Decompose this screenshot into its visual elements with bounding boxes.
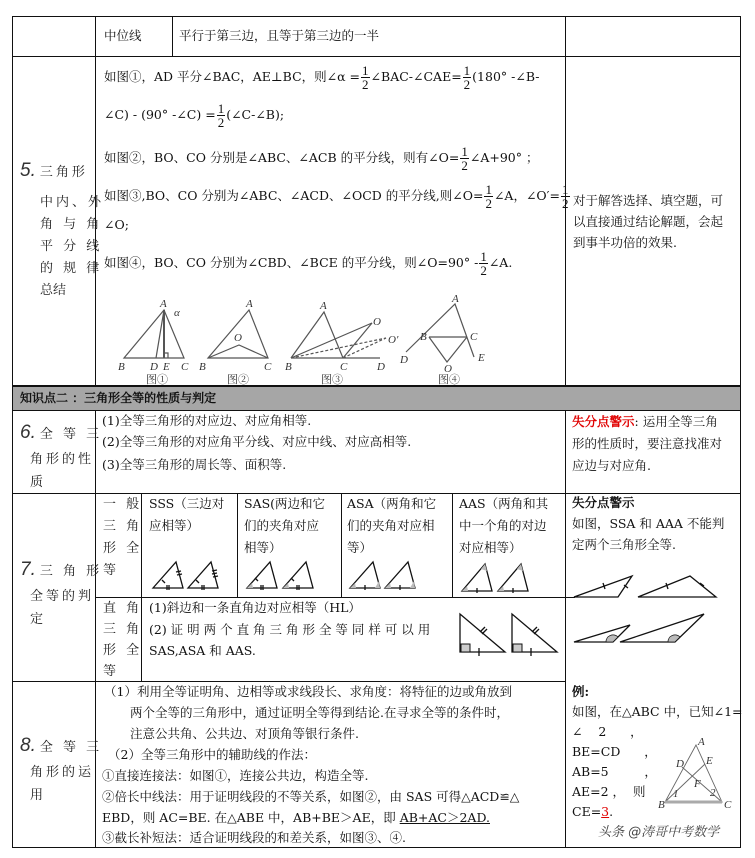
content-line: 两个全等的三角形中，通过证明全等得到结论.在寻求全等的条件时，	[130, 705, 509, 720]
figure-label: C	[340, 361, 348, 373]
figure-label: O	[234, 332, 242, 344]
section-5-figures	[96, 285, 566, 385]
figure-label: E	[478, 352, 485, 364]
figure-label: B	[285, 361, 292, 373]
section-title-line: 全 等 三	[39, 740, 103, 755]
criteria-diagrams	[140, 558, 565, 596]
formula-text: 如图③,BO、CO 分别为∠ABC、∠ACD、∠OCD 的平分线,则∠O=	[104, 187, 484, 203]
formula-line	[104, 143, 538, 173]
content-text: EBD，则 AC=BE. 在△ABE 中，AB+BE＞AE，即	[102, 810, 396, 825]
example-line: 如图，在△ABC 中，已知∠1=	[572, 704, 743, 719]
label-line: 形 全	[103, 643, 143, 658]
section-number: 5.	[20, 160, 36, 181]
formula-text: ∠A+90° ；	[469, 149, 539, 165]
underlined-conclusion: AB+AC＞2AD.	[399, 810, 490, 825]
figure-label: α	[174, 307, 180, 319]
figure-label: E	[706, 755, 713, 767]
content-line: ③截长补短法：适合证明线段的和差关系，如图③、④.	[102, 830, 406, 845]
criterion-text: 等）	[347, 540, 373, 555]
section-number: 7.	[20, 559, 36, 580]
figure-label: B	[199, 361, 206, 373]
criterion-text: 对应相等）	[459, 540, 522, 555]
example-figure	[658, 736, 740, 811]
section-title-line: 中内、外	[40, 195, 105, 210]
example-line: ∠ 2 ，	[572, 724, 643, 739]
figure-label: B	[420, 331, 427, 343]
ssa-triangle-2	[638, 576, 716, 597]
content-line: （2）全等三角形中的辅助线的作法：	[108, 747, 316, 762]
figure-caption: 图①	[146, 374, 168, 386]
example-line: AB=5 ，	[572, 764, 657, 779]
figure-label: B	[658, 799, 665, 811]
criterion-text: AAS（两角和其	[459, 496, 549, 511]
figure-label: O′	[388, 334, 399, 346]
warning-text: 应边与对应角.	[572, 458, 651, 473]
figure-label: A	[698, 736, 705, 748]
figure-label: D	[676, 758, 684, 770]
formula-text: 如图②，BO、CO 分别是∠ABC、∠ACB 的平分线，则有∠O=	[104, 149, 460, 165]
watermark: 头条 @涛哥中考数学	[598, 825, 720, 840]
midline-definition: 平行于第三边，且等于第三边的一半	[179, 28, 380, 43]
figure-label: D	[400, 354, 408, 366]
grid-line	[12, 16, 740, 17]
section-title-line: 全等的判	[30, 589, 95, 604]
figure-label: D	[150, 361, 158, 373]
figure-label: D	[377, 361, 385, 373]
grid-line	[12, 410, 740, 411]
figure-label: O	[373, 316, 381, 328]
figure-label: A	[320, 300, 327, 312]
grid-line	[12, 493, 740, 494]
property-item: (1)全等三角形的对应边、对应角相等.	[102, 413, 312, 428]
figure-label: 2	[710, 787, 716, 799]
formula-line	[104, 181, 571, 211]
rule-text: (2) 证 明 两 个 直 角 三 角 形 全 等 同 样 可 以 用	[149, 622, 431, 637]
fraction-half: $\frac{1}{2}$	[480, 248, 487, 278]
section-title-line: 角形的性	[30, 452, 95, 467]
fraction-half: $\frac{1}{2}$	[217, 100, 225, 130]
section-title-line: 三角形	[39, 165, 88, 180]
formula-text: ∠C) - (90° -∠C) =	[104, 106, 216, 122]
formula-text: ∠BAC-∠CAE=	[370, 68, 462, 84]
grid-line	[12, 847, 740, 848]
midline-term: 中位线	[104, 28, 142, 43]
example-title: 例:	[572, 684, 590, 699]
note-line: 对于解答选择、填空题，可	[573, 193, 724, 208]
aaa-triangle-2	[620, 614, 704, 642]
section-title-line: 用	[30, 788, 47, 803]
grid-line	[12, 16, 13, 848]
section-title-line: 定	[30, 612, 47, 627]
note-line: 以直接通过结论解题，会起	[573, 214, 724, 229]
formula-text: 如图④，BO、CO 分别为∠CBD、∠BCE 的平分线，则∠O=90° -	[104, 254, 479, 270]
figure-label: A	[160, 298, 167, 310]
example-line: CE=	[572, 804, 602, 819]
rule-text: SAS,ASA 和 AAS.	[149, 643, 256, 658]
criterion-text: 们的夹角对应相	[347, 518, 435, 533]
section-title-line: 三 角 形	[39, 564, 103, 579]
section-title-line: 质	[30, 475, 47, 490]
warning-title: 失分点警示	[572, 495, 635, 510]
section-header-title: 知识点二 ：三角形全等的性质与判定	[20, 391, 217, 405]
content-line: （1）利用全等证明角、边相等或求线段长、求角度：将特征的边或角放到	[104, 684, 512, 699]
grid-line	[740, 16, 741, 848]
example-line: BE=CD ，	[572, 744, 657, 759]
formula-text: ∠O;	[104, 217, 129, 232]
fraction-half: $\frac{1}{2}$	[562, 181, 569, 211]
figure-label: B	[118, 361, 125, 373]
hl-diagrams	[455, 610, 565, 660]
formula-text: (∠C-∠B);	[226, 106, 285, 122]
criterion-text: SSS（三边对	[149, 496, 225, 511]
section-title-line: 总结	[40, 283, 67, 298]
figure-label: F	[694, 778, 701, 790]
section-title-line: 的 规 律	[40, 261, 103, 276]
figure-label: C	[724, 799, 732, 811]
section-title-line: 平 分 线	[40, 239, 103, 254]
section-number: 6.	[20, 422, 36, 443]
section-title-line: 全 等 三	[39, 427, 103, 442]
warning-label: 失分点警示	[572, 414, 635, 429]
grid-line	[565, 16, 566, 848]
criterion-text: 们的夹角对应	[244, 518, 320, 533]
figure-label: O	[444, 363, 452, 375]
label-line: 一 般	[103, 497, 143, 512]
property-item: (2)全等三角形的对应角平分线、对应中线、对应高相等.	[102, 434, 412, 449]
figure-label: C	[264, 361, 272, 373]
formula-text: ∠A.	[488, 254, 513, 270]
figure-caption: 图④	[438, 374, 460, 386]
content-line: 注意公共角、公共边、对顶角等银行条件.	[130, 726, 359, 741]
grid-line	[95, 597, 565, 598]
ssa-aaa-diagrams	[568, 560, 738, 650]
figure-label: E	[163, 361, 170, 373]
section-title-line: 角形的运	[30, 765, 95, 780]
example-line: AE=2 ， 则	[572, 784, 646, 799]
grid-line	[12, 56, 740, 57]
label-line: 等	[103, 563, 120, 578]
fraction-half: $\frac{1}{2}$	[362, 62, 369, 92]
fraction-half: $\frac{1}{2}$	[485, 181, 492, 211]
figure-label: 1	[673, 788, 679, 800]
example-answer: 3	[601, 804, 610, 819]
warning-text: 形的性质时，要注意找准对	[572, 436, 723, 451]
content-line	[102, 812, 490, 825]
criterion-text: SAS(两边和它	[244, 496, 326, 511]
fraction-half: $\frac{1}{2}$	[461, 143, 468, 173]
content-line: ②倍长中线法：用于证明线段的不等关系，如图②，由 SAS 可得△ACD≌△	[102, 789, 520, 804]
criterion-text: 相等）	[244, 540, 282, 555]
label-line: 三 角	[103, 622, 143, 637]
content-line: ①直接连接法：如图①，连接公共边，构造全等.	[102, 768, 369, 783]
formula-text: (180° -∠B-	[472, 68, 540, 84]
figure-caption: 图②	[227, 374, 249, 386]
formula-line	[104, 100, 284, 130]
warning-text: 如图，SSA 和 AAA 不能判	[572, 516, 725, 531]
criterion-text: ASA（两角和它	[347, 496, 437, 511]
label-line: 三 角	[103, 519, 143, 534]
criterion-text: 应相等）	[149, 518, 200, 533]
section-number: 8.	[20, 735, 36, 756]
ssa-triangle-1	[574, 576, 632, 597]
figure-label: A	[246, 298, 253, 310]
warning-text: : 运用全等三角	[634, 414, 718, 429]
fraction-half: $\frac{1}{2}$	[463, 62, 471, 92]
formula-line	[104, 62, 539, 92]
figure-label: C	[181, 361, 189, 373]
warning-text: 定两个三角形全等.	[572, 537, 676, 552]
figure-4-triangle	[406, 304, 474, 357]
label-line: 等	[103, 664, 120, 679]
property-item: (3)全等三角形的周长等、面积等.	[102, 457, 287, 472]
formula-text: ∠A，∠O′=	[493, 187, 560, 203]
label-line: 直 角	[103, 601, 143, 616]
figure-3-triangle	[291, 312, 343, 358]
aaa-triangle-1	[574, 625, 630, 642]
note-line: 到事半功倍的效果.	[573, 235, 677, 250]
section-title-line: 角 与 角	[40, 217, 103, 232]
figure-label: A	[452, 293, 459, 305]
figure-label: C	[470, 331, 478, 343]
grid-line	[172, 16, 173, 56]
figure-caption: 图③	[321, 374, 343, 386]
formula-text: 如图①，AD 平分∠BAC，AE⊥BC，则∠α =	[104, 68, 361, 84]
label-line: 形 全	[103, 541, 143, 556]
formula-line	[104, 248, 512, 278]
sss-triangle-2	[188, 562, 218, 588]
criterion-text: 中一个角的对边	[459, 518, 547, 533]
rule-text: (1)斜边和一条直角边对应相等（HL）	[149, 600, 361, 615]
